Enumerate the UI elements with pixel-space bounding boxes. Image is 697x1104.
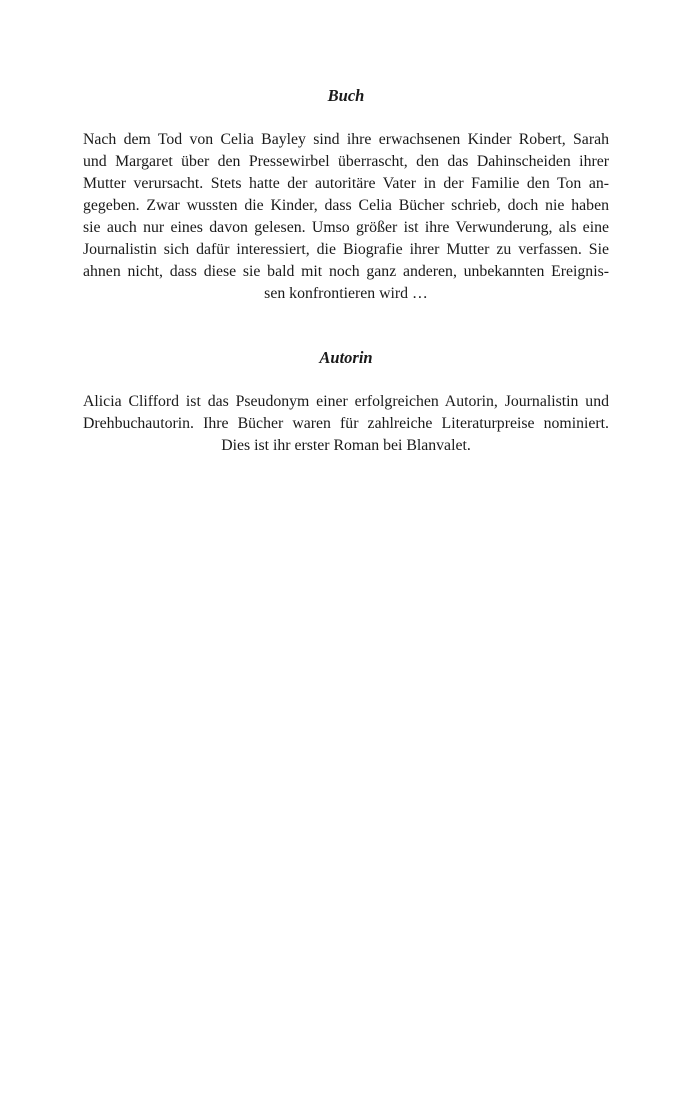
author-bio-line: Alicia Clifford ist das Pseudonym einer erfolgreichen Autorin, Journalistin und (83, 393, 609, 410)
book-description-line: Mutter verursacht. Stets hatte der autoritäre Vater in der Familie den Ton an- (83, 175, 609, 192)
book-description-line: sie auch nur eines davon gelesen. Umso größer ist ihre Verwunderung, als eine (83, 219, 609, 236)
book-description (83, 129, 609, 305)
book-description-line: und Margaret über den Pressewirbel überrascht, den das Dahinscheiden ihrer (83, 153, 609, 170)
author-bio-line: Drehbuchautorin. Ihre Bücher waren für zahlreiche Literaturpreise nominiert. (83, 415, 609, 432)
book-description-line: ahnen nicht, dass diese sie bald mit noch ganz anderen, unbekannten Ereignis- (83, 263, 609, 280)
book-description-line: Nach dem Tod von Celia Bayley sind ihre erwachsenen Kinder Robert, Sarah (83, 131, 609, 148)
author-section-heading: Autorin (319, 348, 373, 367)
author-bio-line: Dies ist ihr erster Roman bei Blanvalet. (221, 437, 471, 454)
author-bio (83, 391, 609, 457)
book-description-line: Journalistin sich dafür interessiert, die Biografie ihrer Mutter zu verfassen. Sie (83, 241, 609, 258)
book-description-line: gegeben. Zwar wussten die Kinder, dass Celia Bücher schrieb, doch nie haben (83, 197, 609, 214)
book-description-line: sen konfrontieren wird … (264, 285, 428, 302)
book-section-heading: Buch (327, 86, 365, 105)
